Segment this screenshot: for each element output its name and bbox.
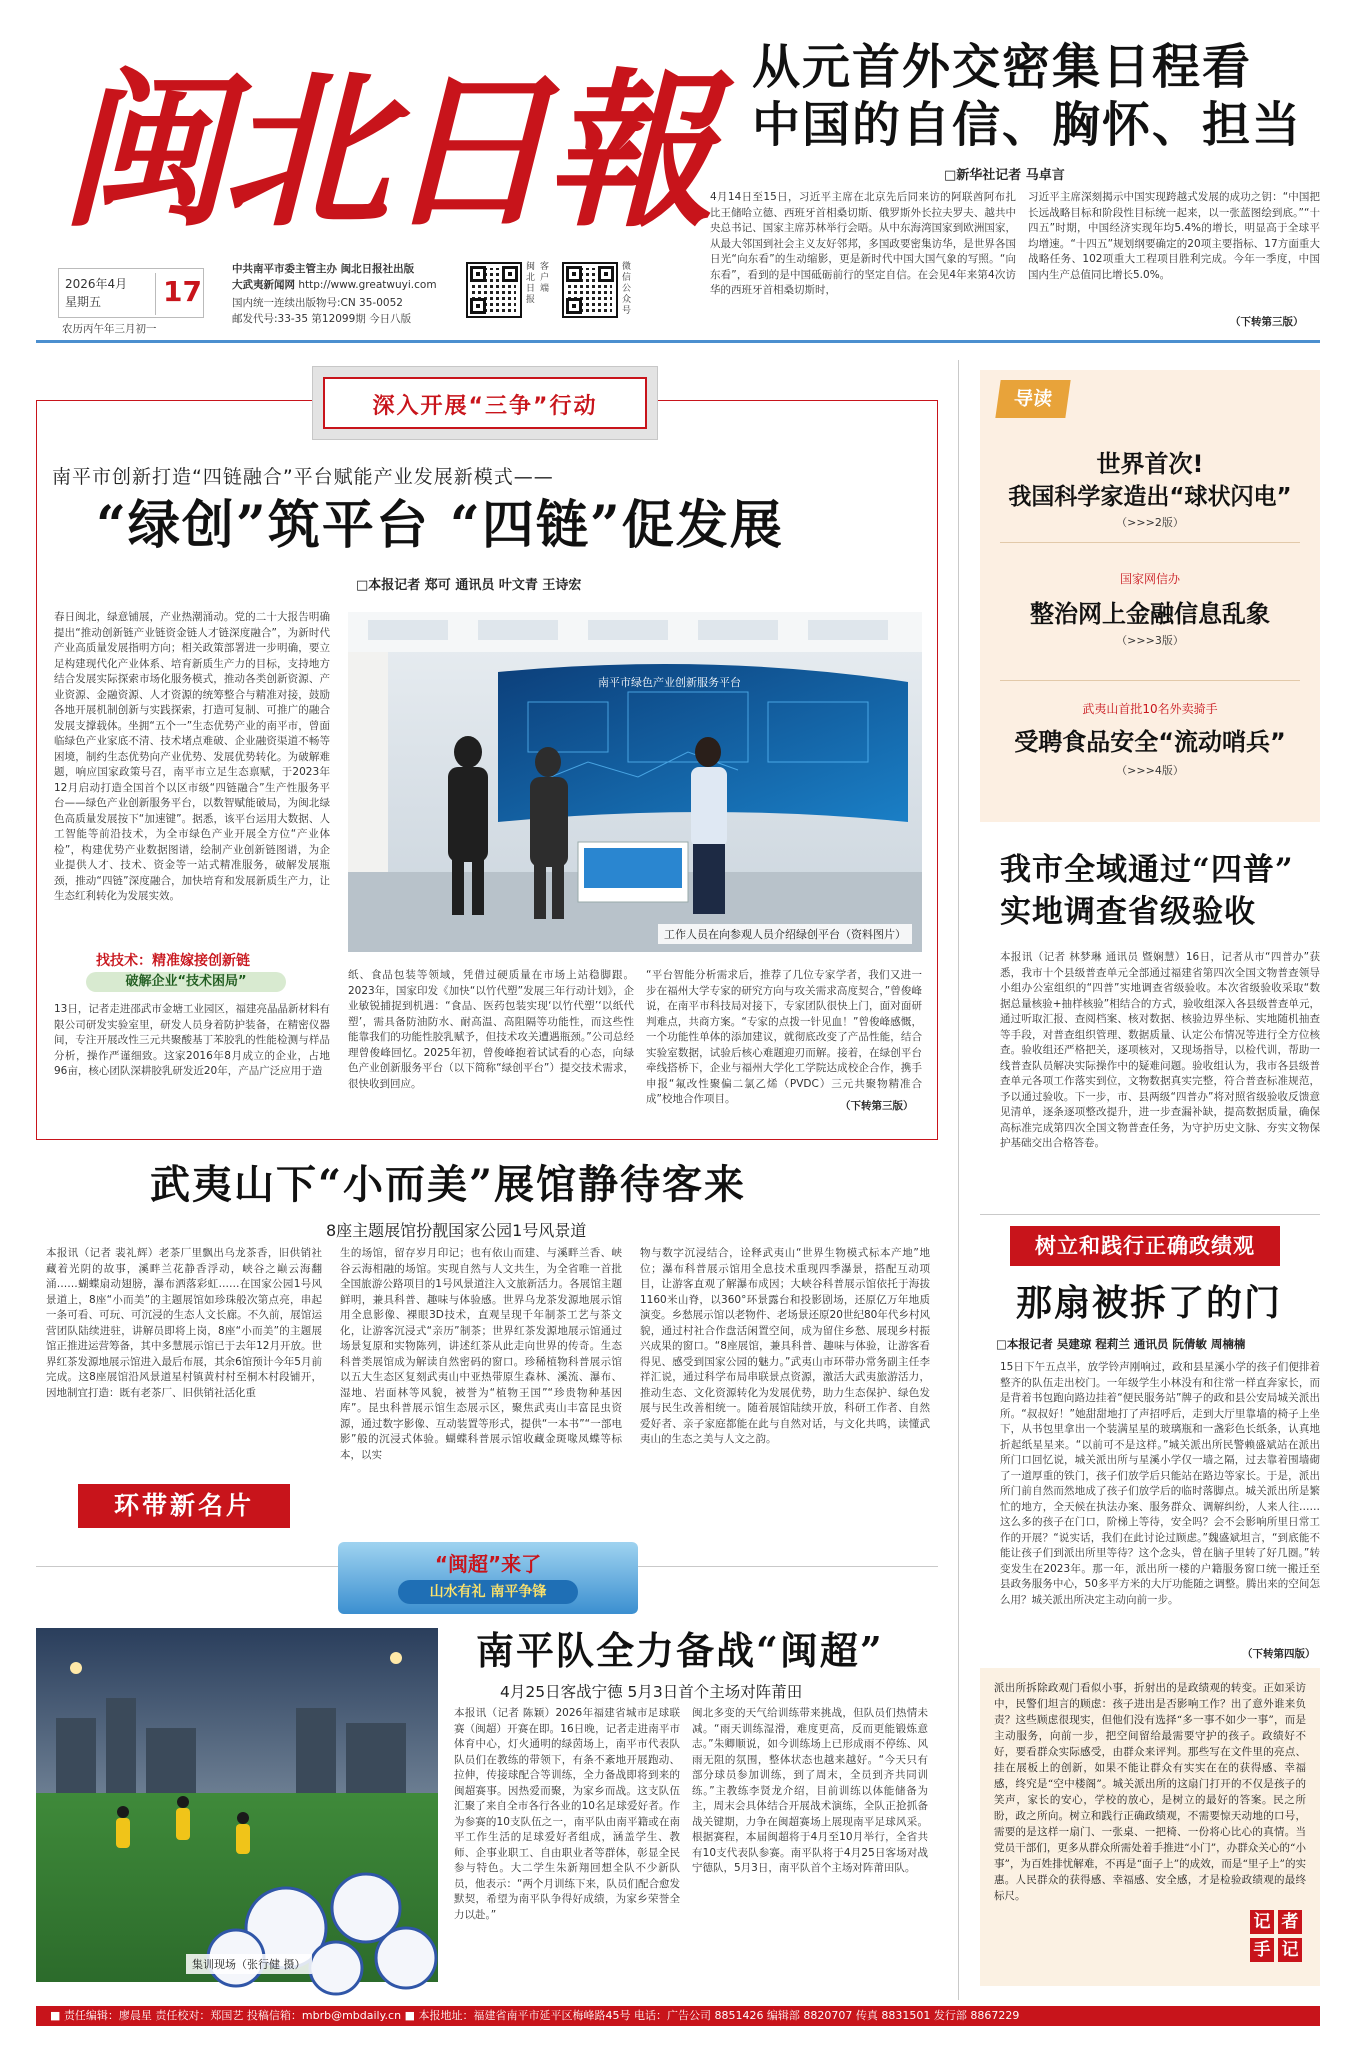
web-name: 大武夷新闻网 xyxy=(232,279,295,291)
lead-byline: □新华社记者 马卓言 xyxy=(944,168,1065,183)
editorial-badge-4: 记 xyxy=(1278,1938,1302,1962)
museum-tag: 环带新名片 xyxy=(78,1484,290,1528)
feature-continue: （下转第三版） xyxy=(840,1100,914,1112)
qr-label-client: 客户端 xyxy=(540,262,550,294)
lead-continue: （下转第三版） xyxy=(1230,316,1304,328)
census-title-line1: 我市全域通过“四普” xyxy=(1000,852,1294,888)
screen-text: 南平市绿色产业创新服务平台 xyxy=(598,676,741,689)
door-byline: □本报记者 吴建琼 程莉兰 通讯员 阮倩敏 周楠楠 xyxy=(996,1337,1246,1351)
door-title: 那扇被拆了的门 xyxy=(1016,1282,1283,1324)
feature-kicker: 南平市创新打造“四链融合”平台赋能产业发展新模式—— xyxy=(52,466,554,488)
football-subtitle: 4月25日客战宁德 5月3日首个主场对阵莆田 xyxy=(500,1683,803,1701)
guide-item-2-sub: 国家网信办 xyxy=(1119,572,1180,586)
feature-photo xyxy=(348,612,922,952)
feature-sub1: 找技术：精准嫁接创新链 xyxy=(96,953,250,969)
footer-bar: ■ 责任编辑：廖晨星 责任校对：郑国艺 投稿信箱：mbrb@mbdaily.cn ■ 本报地址：福建省南平市延平区梅峰路45号 电话：广告公司 8851426 编辑部 8820707 传真 8831501 发行部 8867229 xyxy=(36,2006,1320,2026)
guide-item-3-title[interactable]: 受聘食品安全“流动哨兵” xyxy=(1014,728,1286,756)
masthead-divider xyxy=(36,340,1320,343)
feature-sub2: 破解企业“技术困局” xyxy=(86,972,286,992)
football-col1: 本报讯（记者 陈颖）2026年福建省城市足球联赛（闽超）开赛在即。16日晚，记者走进南平市体育中心，灯火通明的绿茵场上，南平市代表队队员们在教练的带领下，有条不紊地开展跑动、拉伸，传接球配合等训练，全力备战即将到来的闽超赛事。因热爱而聚，为家乡而战。这支队伍汇聚了来自全市各行各业的10名足球爱好者。作为参赛的10支队伍之一，南平队由南平籍或在南平工作生活的足球爱好者组成，涵盖学生、教师、企事业职工、自由职业者等群体，彰显全民参与特色。大二学生朱新翔回想全队不少新队员，他表示：“两个月训练下来，队员们配合愈发默契，希望为南平队争得好成绩，为家乡荣誉全力以赴。” xyxy=(454,1707,680,1921)
door-body: 15日下午五点半，放学铃声刚响过，政和县星溪小学的孩子们便排着整齐的队伍走出校门。一年级学生小林没有和往常一样直奔家长，而是背着书包跑向路边挂着“便民服务站”牌子的政和县公安局城关派出所。“叔叔好！”她甜甜地打了声招呼后，走到大厅里靠墙的椅子上坐下，从书包里拿出一个装满星星的玻璃瓶和一盏彩色长纸条，认真地折起纸星星来。“以前可不是这样。”城关派出所民警赖盛斌站在派出所门口回忆说，城关派出所与星溪小学仅一墙之隔，过去靠着围墙砌了一道厚重的铁门，孩子们放学后只能站在路边等家长。于是，派出所门前自然而然地成了孩子们放学后的临时落脚点。城关派出所是繁忙的地方，全天候在执法办案、服务群众、调解纠纷，人来人往……这么多的孩子在门口，阶梯上等待，安全吗？会不会影响所里日常工作的开展？“说实话，我们在此讨论过顾虑。”魏盛斌坦言，“到底能不能让孩子们到派出所里等待？这个念头，曾在脑子里转了好几圈。”转变发生在2023年。那一年，派出所一楼的户籍服务窗口统一搬迁至县政务服务中心，50多平方米的大厅功能随之调整。腾出来的空间怎么用？城关派出所决定主动向前一步。 xyxy=(1000,1361,1320,1606)
lead-title-line2: 中国的自信、胸怀、担当 xyxy=(752,97,1303,153)
post-line: 邮发代号:33-35 第12099期 今日八版 xyxy=(232,313,412,325)
museum-subtitle: 8座主题展馆扮靓国家公园1号风景道 xyxy=(326,1221,587,1240)
editorial-badge-2: 者 xyxy=(1278,1910,1302,1934)
issue-day: 17 xyxy=(163,275,202,308)
football-title: 南平队全力备战“闽超” xyxy=(476,1628,884,1673)
guide-item-1-line2[interactable]: 我国科学家造出“球状闪电” xyxy=(1008,484,1292,510)
feature-col2: 纸、食品包装等领域，凭借过硬质量在市场上站稳脚跟。2023年，国家印发《加快“以竹代塑”发展三年行动计划》，企业敏锐捕捉到机遇：“食品、医药包装实现‘以竹代塑’‘以纸代塑’，需具备防油防水、耐高温、高阻隔等功能性，而这些性能靠我们的功能性胶乳赋予，但技术攻关遭遇瓶颈。”公司总经理曾俊峰回忆。2025年初，曾俊峰抱着试试看的心态，向绿色产业创新服务平台（以下简称“绿创平台”）提交技术需求，很快收到回应。 xyxy=(348,969,634,1090)
feature-col1: 春日闽北，绿意铺展，产业热潮涌动。党的二十大报告明确提出“推动创新链产业链资金链人才链深度融合”，为新时代产业高质量发展指明方向；相关政策部署进一步明确，要立足构建现代化产业体系、培育新质生产力的目标，支持地方结合发展实际探索市场化服务模式，推动各类创新资源、产业资源、金融资源、人才资源的统筹整合与精准对接，鼓励各地开展机制创新与实践探索，打造可复制、可推广的融合发展支撑载体。坐拥“五个一”生态优势产业的南平市，曾面临绿色产业家底不清、技术堵点难破、企业融资渠道不畅等困境，制约生态优势向产业优势、发展优势转化。为破解难题，响应国家政策号召，南平市立足生态禀赋，于2023年12月启动打造全国首个以区市级“四链融合”生产性服务平台——绿色产业创新服务平台，以数智赋能破局，为闽北绿色高质量发展按下“加速键”。据悉，该平台运用大数据、人工智能等前沿技术，为全市绿色产业开展全方位“产业体检”，构建优势产业数据图谱，绘制产业创新链图谱，为企业提供人才、技术、资金等一站式精准服务，破解发展瓶颈，推动“四链”深度融合，加快培育和发展新质生产力，让生态红利转化为发展实效。 xyxy=(54,611,330,902)
editorial-text: 派出所拆除政观门看似小事，折射出的是政绩观的转变。正如采访中，民警们坦言的顾虑：孩子进出是否影响工作？出了意外谁来负责？这些顾虑很现实，但他们没有选择“多一事不如少一事”，而是主动服务，向前一步，把空间留给最需要守护的孩子。政绩好不好，要看群众实际感受，由群众来评判。那些写在文件里的亮点、挂在展板上的创新，如果不能让群众有实实在在的获得感、幸福感，终究是“空中楼阁”。城关派出所的这扇门打开的不仅是孩子的笑声，家长的安心，学校的放心，是树立的最好的答案。民之所盼，政之所向。树立和践行正确政绩观，不需要惊天动地的口号，需要的是这样一扇门、一张桌、一把椅、一份将心比心的真情。当党员干部们，更多从群众所需处着手推进“小门”，办群众关心的“小事”，为百姓排忧解难，不再是“面子上”的成效，而是“里子上”的实惠。人民群众的获得感、幸福感、安全感，才是检验政绩观的最终标尺。 xyxy=(994,1682,1306,1902)
qr-code-wechat[interactable] xyxy=(562,262,618,318)
issue-weekday: 星期五 xyxy=(65,295,102,309)
feature-banner-text: 深入开展“三争”行动 xyxy=(372,394,598,419)
date-box xyxy=(58,268,204,318)
guide-item-1-page: （>>>2版） xyxy=(1116,516,1184,529)
editorial-badge-3: 手 xyxy=(1250,1938,1274,1962)
lead-col2: 习近平主席深刻揭示中国实现跨越式发展的成功之钥：“中国把长远战略目标和阶段性目标统一起来，以一张蓝图绘到底。”“十四五”时期，中国经济实现年均5.4%的增长，明显高于全球平均增速。“十四五”规划纲要确定的20项主要指标、17方面重大战略任务、102项重大工程项目胜利完成。今年一季度，中国国内生产总值同比增长5.0%。 xyxy=(1028,191,1320,281)
qr-label-wechat: 微信公众号 xyxy=(622,262,632,316)
football-banner xyxy=(338,1542,638,1614)
football-banner-line1: “闽超”来了 xyxy=(434,1552,542,1576)
football-photo xyxy=(36,1628,438,1982)
door-continue: （下转第四版） xyxy=(1242,1648,1316,1660)
door-tag: 树立和践行正确政绩观 xyxy=(1010,1226,1280,1266)
lunar-date: 农历丙午年三月初一 xyxy=(62,323,157,335)
feature-col3: “平台智能分析需求后，推荐了几位专家学者，我们又进一步在福州大学专家的研究方向与攻关需求高度契合，”曾俊峰说，在南平市科技局对接下，专家团队很快上门，面对面研判难点，共商方案。“专家的点拨一针见血！”曾俊峰感慨，一个功能性单体的添加建议，就彻底改变了产品性能，结合实验室数据，试验后核心难题迎刃而解。接着，在绿创平台牵线搭桥下，企业与福州大学化工学院达成校企合作，携手申报“氟改性聚偏二氯乙烯（PVDC）三元共聚物精准合成”校地合作项目。 xyxy=(646,969,922,1105)
masthead-logo-art xyxy=(60,40,708,250)
feature-banner xyxy=(312,366,658,440)
feature-title: “绿创”筑平台 “四链”促发展 xyxy=(96,495,784,556)
masthead-logo xyxy=(60,40,708,250)
guide-item-3-sub: 武夷山首批10名外卖骑手 xyxy=(1082,702,1218,716)
web-url[interactable]: http://www.greatwuyi.com xyxy=(298,279,437,291)
sponsor-line: 中共南平市委主管主办 闽北日报社出版 xyxy=(232,263,415,275)
guide-item-2-page: （>>>3版） xyxy=(1116,634,1184,647)
museum-col3: 物与数字沉浸结合，诠释武夷山“世界生物模式标本产地”地位；瀑布科普展示馆用全息技术重现四季瀑景，搭配互动项目，让游客直观了解瀑布成因；大峡谷科普展示馆依托于海拔1160米山脊，以360°环景露台和投影剧场，还原亿万年地质演变。乡愁展示馆以老物件、老场景还原20世纪80年代乡村风貌，通过村社合作盘活闲置空间，成为留住乡愁、展现乡村振兴成果的窗口。“8座展馆，兼具科普、趣味与体验，让游客看得见、感受到国家公园的魅力。”武夷山市环带办常务副主任李祥汇说，通过科学布局串联景点资源，激活大武夷旅游活力，推动生态、文化资源转化为发展优势，助力生态保护、绿色发展与民生改善相统一。随着展馆陆续开放，科研工作者、自然爱好者、亲子家庭都能在此与自然对话，与文化共鸣，读懂武夷山的生态之美与人文之韵。 xyxy=(640,1247,930,1445)
museum-col2: 生的场馆，留存岁月印记；也有依山而建、与溪畔兰香、峡谷云海相融的场馆。实现自然与人文共生，为全省唯一首批全国旅游公路项目的1号风景道注入文旅新活力。各展馆主题鲜明，兼具科普、趣味与体验感。世界乌龙茶发源地展示馆用全息影像、裸眼3D技术，直观呈现千年制茶工艺与茶文化，让游客沉浸式“亲历”制茶；世界红茶发源地展示馆通过场景复原和实物陈列，讲述红茶从此走向世界的传奇。生态科普类展馆成为解读自然密码的窗口。珍稀植物科普展示馆以五大生态区复刻武夷山中亚热带原生森林、溪流、瀑布、湿地、岩面林等风貌，被誉为“植物王国”“珍贵物种基因库”。昆虫科普展示馆生态展示区，聚焦武夷山丰富昆虫资源，通过数字影像、互动装置等形式，提供“一本书”“一部电影”般的沉浸式体验。蝴蝶科普展示馆收藏金斑喙凤蝶等标本，以实 xyxy=(340,1247,622,1461)
guide-tag: 导读 xyxy=(995,380,1070,418)
lead-col1: 4月14日至15日，习近平主席在北京先后同来访的阿联酋阿布扎比王储哈立德、西班牙首相桑切斯、俄罗斯外长拉夫罗夫、越共中央总书记、国家主席苏林举行会晤。从中东海湾国家到欧洲国家，从最大邻国到社会主义友好邻邦，多国政要密集访华，是世界各国日光“向东看”的生动缩影，更是新时代中国大国气象的写照。“向东看”，看到的是中国砥砺前行的坚定自信。在会见4年来第4次访华的西班牙首相桑切斯时， xyxy=(710,191,1016,296)
web-line xyxy=(232,278,437,293)
census-title-line2: 实地调查省级验收 xyxy=(1000,894,1256,930)
feature-byline: □本报记者 郑可 通讯员 叶文青 王诗宏 xyxy=(356,578,582,593)
census-body: 本报讯（记者 林梦琳 通讯员 暨娴慧）16日，记者从市“四普办”获悉，我市十个县级普查单元全部通过福建省第四次全国文物普查领导小组办公室组织的“四普”实地调查省级验收。本次省级验收采取“数据总量核验+抽样核验”相结合的方式，验收组深入各县级普查单元，通过听取汇报、查阅档案、核对数据、核验边界坐标、实地随机抽查等手段，对普查组织管理、数据质量、认定公布情况等进行全方位核查。验收组还严格把关，逐项核对，又现场指导，以检代训，帮助一线普查队员解决实际操作中的疑难问题。验收组认为，我市各县级普查单元各项工作落实到位，文物数据真实完整，符合普查标准规范，予以通过验收。下一步，市、县两级“四普办”将对照省级验收反馈意见清单，逐条逐项整改提升，进一步查漏补缺，提高数据质量，确保高标准完成第四次全国文物普查任务，为守护历史文脉、夯实文物保护基础交出合格答卷。 xyxy=(1000,951,1320,1149)
logo-text: 闽北日報 xyxy=(60,52,708,250)
qr-code-app[interactable] xyxy=(466,262,522,318)
cn-line: 国内统一连续出版物号:CN 35-0052 xyxy=(232,297,403,309)
football-banner-line2: 山水有礼 南平争锋 xyxy=(398,1580,578,1604)
feature-col1b: 13日，记者走进邵武市金塘工业园区，福建亮晶晶新材料有限公司研发实验室里，研发人员身着防护装备，在精密仪器间，专注开展改性三元共聚酸基丁苯胶乳的性能检测与样品分析，操作严谨细致。这家2016年8月成立的企业，占地96亩，核心团队深耕胶乳研发近20年，产品广泛应用于造 xyxy=(54,1003,330,1077)
guide-item-2-title[interactable]: 整治网上金融信息乱象 xyxy=(1030,600,1270,628)
issue-date: 2026年4月 xyxy=(65,277,128,291)
feature-photo-art xyxy=(348,612,922,952)
football-col2: 闽北多变的天气给训练带来挑战，但队员们热情未减。“雨天训练湿滑，难度更高，反而更能锻炼意志。”朱卿顺说，如今训练场上已形成雨不停练、风雨无阻的氛围，整体状态也越来越好。“今天只有部分球员参加训练，到了周末，全员到齐共同训练。”主教练李贤龙介绍，目前训练以体能储备为主，周末会具体结合开展战术演练，全队正抢抓备战关键期，力争在闽超赛场上展现南平足球风采。根据赛程，本届闽超将于4月至10月举行，全省共有10支代表队参赛。南平队将于4月25日客场对战宁德队，5月3日，南平队首个主场对阵莆田队。 xyxy=(692,1707,928,1874)
qr-label-app: 闽北日报 xyxy=(526,262,536,305)
editorial-badge-1: 记 xyxy=(1250,1910,1274,1934)
guide-item-1-line1[interactable]: 世界首次! xyxy=(1096,450,1204,478)
lead-title-line1: 从元首外交密集日程看 xyxy=(752,39,1253,95)
museum-col1: 本报讯（记者 裴礼辉）老茶厂里飘出乌龙茶香，旧供销社藏着光阴的故事，溪畔兰花静香浮动，峡谷之巅云海翻涌……蝴蝶扇动翅膀，瀑布洒落彩虹……在国家公园1号风景道上，8座“小而美”的主题展馆如珍珠般次第点亮，串起一条可看、可玩、可沉浸的生态人文长廊。不久前，展馆运营团队陆续进驻，讲解员即将上岗，8座“小而美”的主题展馆正推进运营筹备，其中多慧展示馆已于去年12月开放。世界红茶发源地展示馆进入最后布展，其余6馆预计今年5月前完成。这8座展馆沿风景道星村镇黄村村至桐木村段铺开，因地制宜打造：既有老茶厂、旧供销社活化重 xyxy=(46,1247,322,1399)
football-photo-caption: 集训现场（张行健 摄） xyxy=(186,1954,312,1974)
feature-photo-caption: 工作人员在向参观人员介绍绿创平台（资料图片） xyxy=(658,924,912,944)
football-photo-art xyxy=(36,1628,438,1982)
museum-title: 武夷山下“小而美”展馆静待客来 xyxy=(150,1161,747,1208)
guide-item-3-page: （>>>4版） xyxy=(1116,764,1184,777)
